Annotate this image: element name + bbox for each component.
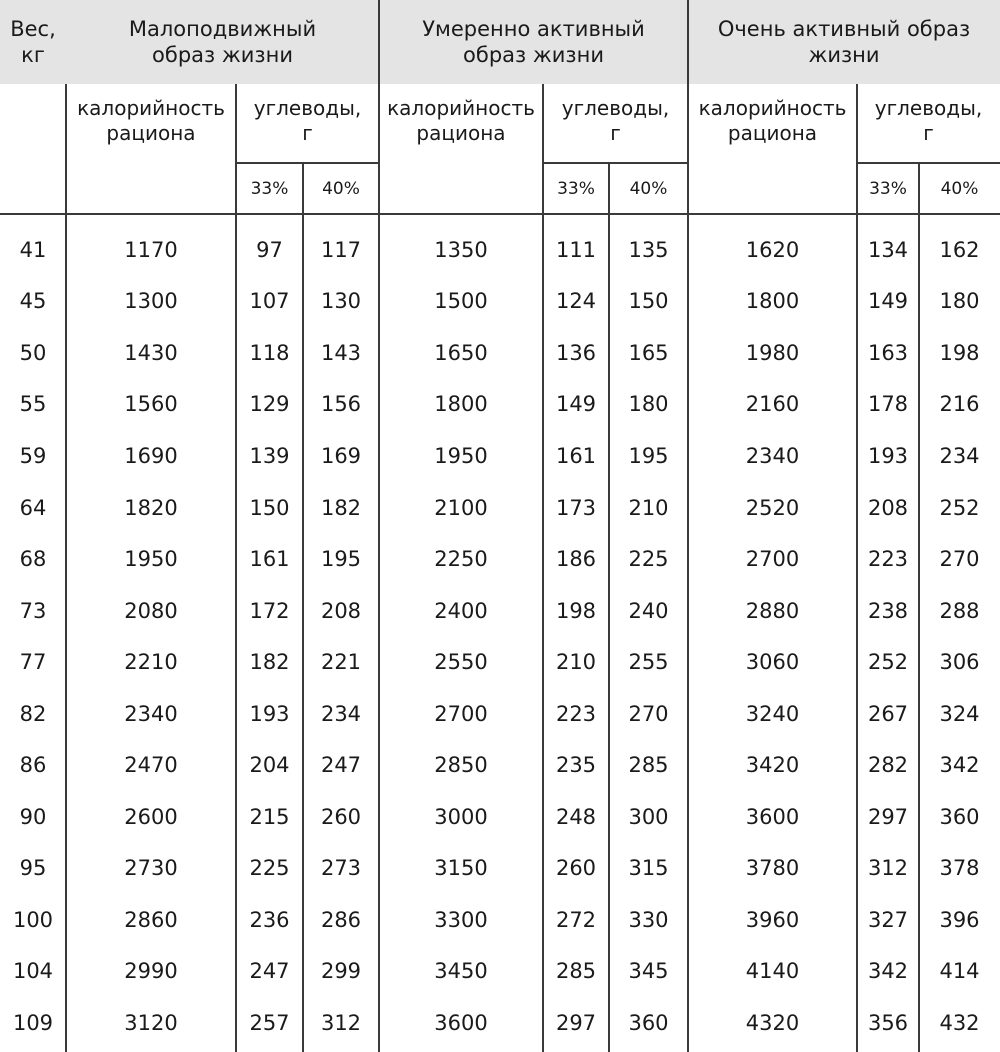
table-cell: 2550 — [434, 650, 488, 675]
table-cell: 150 — [249, 495, 290, 520]
table-cell: 3240 — [745, 701, 800, 726]
table-cell: 225 — [628, 547, 669, 572]
carbs-header: углеводы, г — [253, 96, 362, 145]
table-cell: 143 — [320, 340, 362, 365]
table-cell: 360 — [628, 1010, 669, 1035]
table-cell: 156 — [320, 392, 362, 417]
table-cell: 236 — [249, 907, 290, 932]
table-cell: 135 — [628, 237, 669, 262]
carbs-40-header: 40% — [940, 179, 979, 200]
table-cell: 285 — [555, 959, 597, 984]
group-header-very-active: Очень активный образ жизни — [688, 0, 1000, 84]
table-cell: 180 — [939, 289, 980, 314]
table-cell: 247 — [249, 959, 290, 984]
table-cell: 255 — [628, 650, 669, 675]
table-cell: 2400 — [434, 598, 488, 623]
table-cell: 3420 — [745, 753, 800, 778]
table-cell: 161 — [555, 443, 597, 468]
table-cell: 1950 — [434, 443, 488, 468]
weight-cell: 64 — [19, 495, 47, 520]
table-cell: 3000 — [434, 804, 488, 829]
table-cell: 3300 — [434, 907, 488, 932]
table-cell: 2880 — [745, 598, 800, 623]
weight-cell: 73 — [19, 598, 47, 623]
table-cell: 2250 — [434, 547, 488, 572]
table-cell: 2730 — [124, 856, 178, 881]
table-cell: 327 — [867, 907, 909, 932]
weight-cell: 104 — [12, 959, 54, 984]
table-cell: 247 — [320, 753, 362, 778]
calories-header: калорийность рациона — [387, 96, 535, 145]
carbs-subheader-rule — [236, 162, 379, 164]
table-cell: 324 — [939, 701, 980, 726]
table-cell: 1430 — [124, 340, 178, 365]
table-cell: 356 — [867, 1010, 909, 1035]
table-cell: 4320 — [745, 1010, 800, 1035]
table-cell: 270 — [939, 547, 980, 572]
table-cell: 252 — [867, 650, 909, 675]
table-cell: 1690 — [124, 443, 178, 468]
table-cell: 1800 — [745, 289, 800, 314]
carbs-33-header: 33% — [250, 179, 289, 200]
table-cell: 130 — [320, 289, 362, 314]
table-cell: 210 — [555, 650, 597, 675]
table-cell: 204 — [249, 753, 290, 778]
table-cell: 2470 — [124, 753, 178, 778]
table-cell: 182 — [320, 495, 362, 520]
table-cell: 193 — [867, 443, 909, 468]
table-cell: 4140 — [745, 959, 800, 984]
table-cell: 162 — [939, 237, 980, 262]
table-cell: 238 — [867, 598, 909, 623]
table-cell: 97 — [256, 237, 283, 262]
table-cell: 2100 — [434, 495, 488, 520]
table-cell: 297 — [555, 1010, 597, 1035]
carbs-header: углеводы, г — [874, 96, 983, 145]
carbs-header: углеводы, г — [561, 96, 670, 145]
table-cell: 107 — [249, 289, 290, 314]
table-cell: 3600 — [434, 1010, 488, 1035]
table-cell: 3450 — [434, 959, 488, 984]
table-cell: 210 — [628, 495, 669, 520]
table-cell: 3600 — [745, 804, 800, 829]
table-cell: 193 — [249, 701, 290, 726]
table-cell: 111 — [555, 237, 597, 262]
table-cell: 312 — [320, 1010, 362, 1035]
table-cell: 221 — [320, 650, 362, 675]
table-cell: 2990 — [124, 959, 178, 984]
weight-cell: 45 — [19, 289, 47, 314]
table-cell: 286 — [320, 907, 362, 932]
table-cell: 165 — [628, 340, 669, 365]
carbs-subheader-rule — [543, 162, 688, 164]
carbs-33-header: 33% — [869, 179, 907, 200]
table-cell: 1820 — [124, 495, 178, 520]
table-cell: 198 — [939, 340, 980, 365]
table-cell: 216 — [939, 392, 980, 417]
table-cell: 195 — [628, 443, 669, 468]
table-cell: 312 — [867, 856, 909, 881]
table-cell: 124 — [555, 289, 597, 314]
table-cell: 288 — [939, 598, 980, 623]
table-cell: 378 — [939, 856, 980, 881]
calories-header: калорийность рациона — [698, 96, 847, 145]
table-cell: 198 — [555, 598, 597, 623]
weight-cell: 50 — [19, 340, 47, 365]
weight-cell: 68 — [19, 547, 47, 572]
table-cell: 2850 — [434, 753, 488, 778]
table-cell: 285 — [628, 753, 669, 778]
calories-header: калорийность рациона — [77, 96, 225, 145]
table-cell: 178 — [867, 392, 909, 417]
table-cell: 1170 — [124, 237, 178, 262]
table-cell: 299 — [320, 959, 362, 984]
table-cell: 182 — [249, 650, 290, 675]
table-cell: 215 — [249, 804, 290, 829]
weight-cell: 109 — [12, 1010, 54, 1035]
table-cell: 180 — [628, 392, 669, 417]
table-cell: 282 — [867, 753, 909, 778]
weight-cell: 82 — [19, 701, 47, 726]
table-cell: 150 — [628, 289, 669, 314]
table-cell: 1620 — [745, 237, 800, 262]
table-cell: 1300 — [124, 289, 178, 314]
table-cell: 1560 — [124, 392, 178, 417]
weight-cell: 100 — [12, 907, 54, 932]
table-cell: 186 — [555, 547, 597, 572]
table-cell: 252 — [939, 495, 980, 520]
table-cell: 161 — [249, 547, 290, 572]
table-cell: 360 — [939, 804, 980, 829]
table-cell: 225 — [249, 856, 290, 881]
table-cell: 2520 — [745, 495, 800, 520]
table-cell: 267 — [867, 701, 909, 726]
table-cell: 432 — [939, 1010, 980, 1035]
table-cell: 3060 — [745, 650, 800, 675]
table-cell: 118 — [249, 340, 290, 365]
carbs-40-header: 40% — [629, 179, 668, 200]
table-cell: 169 — [320, 443, 362, 468]
weight-cell: 90 — [19, 804, 47, 829]
table-cell: 345 — [628, 959, 669, 984]
table-cell: 273 — [320, 856, 362, 881]
table-cell: 163 — [867, 340, 909, 365]
table-cell: 129 — [249, 392, 290, 417]
table-cell: 3120 — [124, 1010, 178, 1035]
table-cell: 315 — [628, 856, 669, 881]
table-cell: 270 — [628, 701, 669, 726]
table-cell: 195 — [320, 547, 362, 572]
table-cell: 396 — [939, 907, 980, 932]
table-cell: 235 — [555, 753, 597, 778]
weight-cell: 41 — [19, 237, 47, 262]
table-cell: 2340 — [745, 443, 800, 468]
weight-header: Вес, кг — [0, 0, 66, 84]
header-bottom-rule — [0, 213, 1000, 215]
group-header-sedentary: Малоподвижный образ жизни — [66, 0, 379, 84]
group-header-moderate: Умеренно активный образ жизни — [379, 0, 688, 84]
table-cell: 1800 — [434, 392, 488, 417]
table-cell: 272 — [555, 907, 597, 932]
table-cell: 300 — [628, 804, 669, 829]
table-cell: 208 — [320, 598, 362, 623]
table-cell: 240 — [628, 598, 669, 623]
table-cell: 139 — [249, 443, 290, 468]
table-cell: 1350 — [434, 237, 488, 262]
table-cell: 149 — [555, 392, 597, 417]
table-cell: 149 — [867, 289, 909, 314]
table-cell: 2860 — [124, 907, 178, 932]
table-cell: 1650 — [434, 340, 488, 365]
table-cell: 248 — [555, 804, 597, 829]
table-cell: 136 — [555, 340, 597, 365]
weight-cell: 55 — [19, 392, 47, 417]
table-cell: 172 — [249, 598, 290, 623]
table-cell: 342 — [867, 959, 909, 984]
table-cell: 2160 — [745, 392, 800, 417]
table-cell: 208 — [867, 495, 909, 520]
table-cell: 223 — [555, 701, 597, 726]
table-cell: 223 — [867, 547, 909, 572]
table-cell: 306 — [939, 650, 980, 675]
table-cell: 330 — [628, 907, 669, 932]
table-cell: 414 — [939, 959, 980, 984]
table-cell: 234 — [939, 443, 980, 468]
table-cell: 257 — [249, 1010, 290, 1035]
table-cell: 134 — [867, 237, 909, 262]
table-cell: 117 — [320, 237, 362, 262]
table-cell: 173 — [555, 495, 597, 520]
table-cell: 3960 — [745, 907, 800, 932]
weight-cell: 95 — [19, 856, 47, 881]
table-cell: 2340 — [124, 701, 178, 726]
carbs-33-header: 33% — [557, 179, 595, 200]
table-cell: 1980 — [745, 340, 800, 365]
table-cell: 260 — [320, 804, 362, 829]
table-cell: 2600 — [124, 804, 178, 829]
table-cell: 234 — [320, 701, 362, 726]
table-cell: 260 — [555, 856, 597, 881]
table-cell: 1500 — [434, 289, 488, 314]
table-cell: 342 — [939, 753, 980, 778]
weight-cell: 86 — [19, 753, 47, 778]
table-cell: 3780 — [745, 856, 800, 881]
table-cell: 2210 — [124, 650, 178, 675]
table-cell: 2080 — [124, 598, 178, 623]
weight-cell: 59 — [19, 443, 47, 468]
carbs-40-header: 40% — [322, 179, 360, 200]
table-cell: 2700 — [434, 701, 488, 726]
table-cell: 2700 — [745, 547, 800, 572]
weight-cell: 77 — [19, 650, 47, 675]
table-cell: 1950 — [124, 547, 178, 572]
table-cell: 297 — [867, 804, 909, 829]
carbs-subheader-rule — [857, 162, 1000, 164]
table-cell: 3150 — [434, 856, 488, 881]
